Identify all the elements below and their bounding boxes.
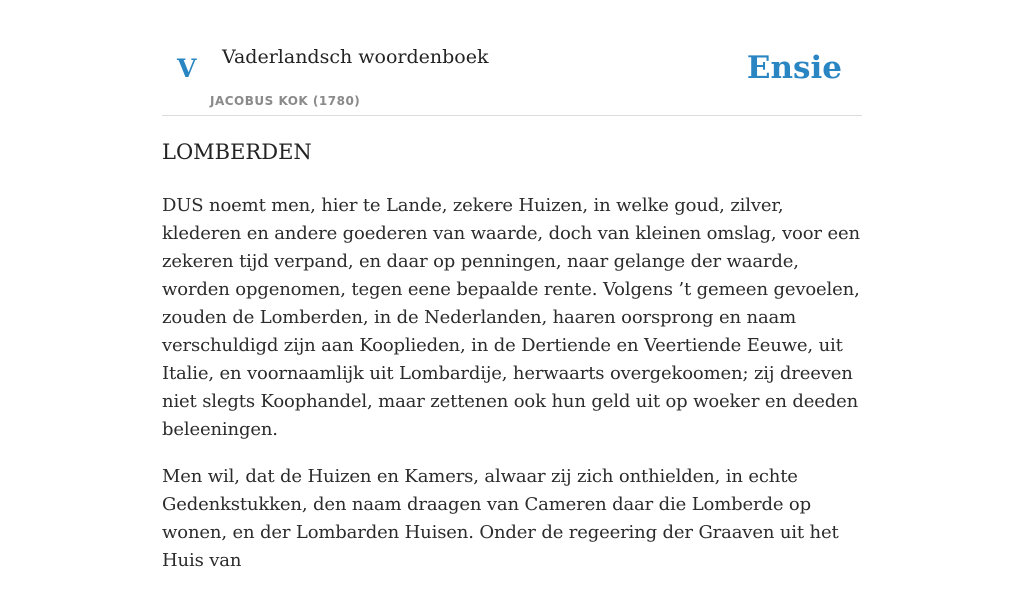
entry-header xyxy=(162,40,862,116)
entry-paragraph: Men wil, dat de Huizen en Kamers, alwaar zij zich onthielden, in echte Gedenkstukken, den naam draagen van Cameren daar die Lomberde op wonen, en der Lombarden Huisen. Onder de regeering der Graaven uit het Huis van xyxy=(162,466,839,571)
entry-headword: LOMBERDEN xyxy=(162,140,312,164)
book-title-link[interactable]: Vaderlandsch woordenboek xyxy=(222,46,489,68)
ensie-logo-link[interactable]: Ensie xyxy=(746,50,842,86)
entry-body xyxy=(162,192,862,594)
entry-paragraph: DUS noemt men, hier te Lande, zekere Huizen, in welke goud, zilver, klederen en andere goederen van waarde, doch van kleinen omslag, voor een zekeren tijd verpand, en daar op penningen, naar gelange der waarde, worden opgenomen, tegen eene bepaalde rente. Volgens ’t gemeen gevoelen, zouden de Lomberden, in de Nederlanden, haaren oorsprong en naam verschuldigd zijn aan Kooplieden, in de Dertiende en Veertiende Eeuwe, uit Italie, en voornaamlijk uit Lombardije, herwaarts overgekoomen; zij dreeven niet slegts Koophandel, maar zettenen ook hun geld uit op woeker en deeden beleeningen. xyxy=(162,195,860,440)
index-letter[interactable]: V xyxy=(177,54,197,83)
author-label: JACOBUS KOK (1780) xyxy=(210,94,361,108)
